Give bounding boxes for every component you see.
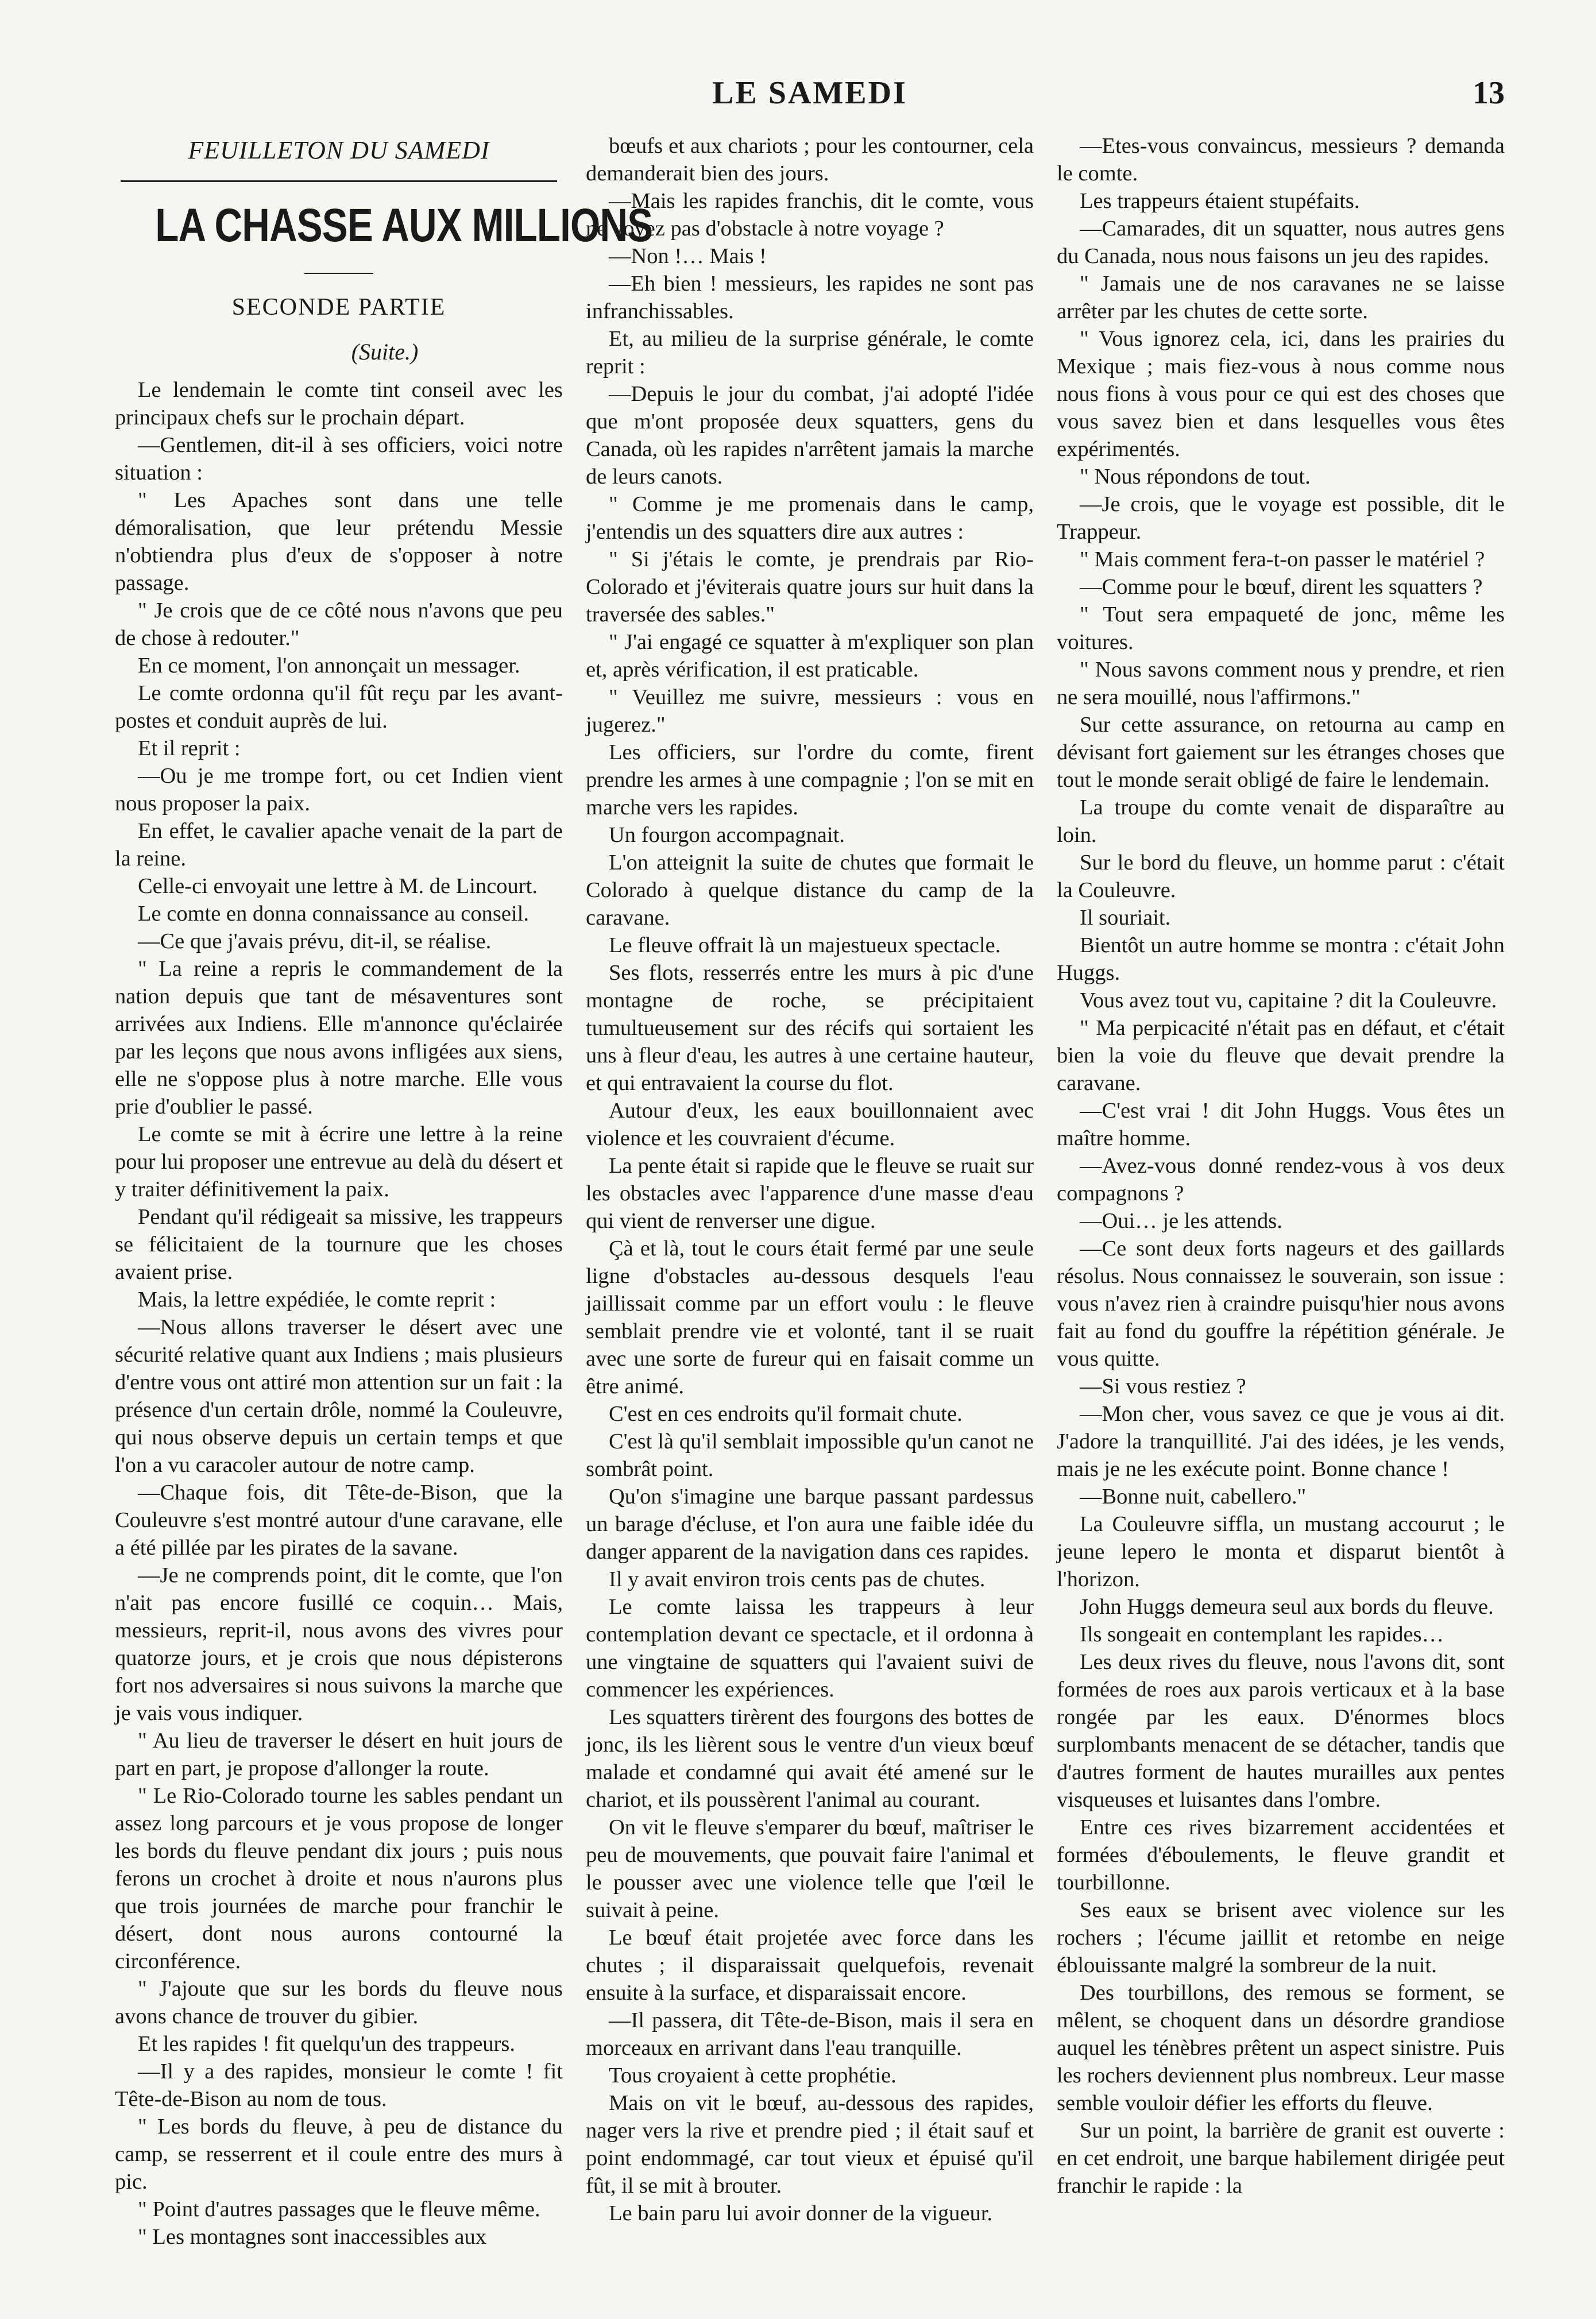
paragraph: " Veuillez me suivre, messieurs : vous en jugerez." — [586, 685, 1034, 737]
paragraph: —Comme pour le bœuf, dirent les squatters ? — [1080, 575, 1483, 599]
paragraph: " Les montagnes sont inaccessibles aux — [138, 2225, 486, 2249]
paragraph: " Au lieu de traverser le désert en huit jours de part en part, je propose d'allonger la route. — [115, 1729, 563, 1780]
paragraph: —Si vous restiez ? — [1080, 1374, 1246, 1398]
paragraph: " Si j'étais le comte, je prendrais par Rio-Colorado et j'éviterais quatre jours sur huit dans la traversée des sables." — [586, 547, 1034, 627]
paragraph: —Il passera, dit Tête-de-Bison, mais il sera en morceaux en arrivant dans l'eau tranquille. — [586, 2008, 1034, 2060]
paragraph: —Mais les rapides franchis, dit le comte, vous ne voyez pas d'obstacle à notre voyage ? — [586, 189, 1034, 241]
paragraph: Le comte laissa les trappeurs à leur contemplation devant ce spectacle, et il ordonna à une vingtaine de squatters qui l'avaient suivi de commencer les expériences. — [586, 1595, 1034, 1702]
feuilleton-label: FEUILLETON DU SAMEDI — [188, 136, 490, 164]
paragraph: Il souriait. — [1080, 906, 1171, 930]
paragraph: —Avez-vous donné rendez-vous à vos deux compagnons ? — [1057, 1154, 1505, 1205]
paragraph: " Vous ignorez cela, ici, dans les prairies du Mexique ; mais fiez-vous à nous comme nous nous fions à vous pour ce qui est des choses que vous savez bien et dans lesquelles vous êtes expérimentés. — [1057, 327, 1505, 461]
paragraph: " Tout sera empaqueté de jonc, même les voitures. — [1057, 602, 1505, 654]
paragraph: —Depuis le jour du combat, j'ai adopté l'idée que m'ont proposée deux squatters, gens du Canada, où les rapides n'arrêtent jamais la marche de leurs canots. — [586, 382, 1034, 489]
paragraph: Mais on vit le bœuf, au-dessous des rapides, nager vers la rive et prendre pied ; il était sauf et point endommagé, car tout vieux et épuisé qu'il fût, il se mit à brouter. — [586, 2091, 1034, 2198]
paragraph: Çà et là, tout le cours était fermé par une seule ligne d'obstacles au-dessous desquels l'eau jaillissait comme par un effort voulu : le fleuve semblait prendre vie et volonté, tant il se ruait avec une sorte de fureur qui en faisait comme un être animé. — [586, 1236, 1034, 1398]
paragraph: Sur le bord du fleuve, un homme parut : c'était la Couleuvre. — [1057, 851, 1505, 902]
paragraph: " Les Apaches sont dans une telle démoralisation, que leur prétendu Messie n'obtiendra plus d'eux de s'opposer à notre passage. — [115, 488, 563, 595]
page-header — [115, 75, 1505, 121]
part-heading: SECONDE PARTIE — [231, 294, 446, 320]
paragraph: Un fourgon accompagnait. — [609, 823, 845, 847]
paragraph: Et les rapides ! fit quelqu'un des trappeurs. — [138, 2032, 515, 2056]
suite-label: (Suite.) — [351, 339, 419, 365]
paragraph: —Mon cher, vous savez ce que je vous ai dit. J'adore la tranquillité. J'ai des idées, je les vends, mais je ne les exécute point. Bonne chance ! — [1057, 1402, 1505, 1481]
paragraph: —Ce que j'avais prévu, dit-il, se réalise. — [138, 929, 492, 953]
paragraph: Des tourbillons, des remous se forment, se mêlent, se choquent dans un désordre grandiose auquel les ténèbres prêtent un aspect sinistre. Puis les rochers deviennent plus nombreux. Leur masse semble vouloir défier les efforts du fleuve. — [1057, 1981, 1505, 2115]
paragraph: Il y avait environ trois cents pas de chutes. — [609, 1567, 986, 1591]
page-number: 13 — [1473, 75, 1505, 111]
paragraph: —Gentlemen, dit-il à ses officiers, voici notre situation : — [115, 433, 563, 485]
paragraph: " Nous répondons de tout. — [1080, 465, 1311, 489]
paragraph: —C'est vrai ! dit John Huggs. Vous êtes un maître homme. — [1057, 1099, 1505, 1150]
title-rule-short — [304, 273, 373, 274]
paragraph: " Jamais une de nos caravanes ne se laisse arrêter par les chutes de cette sorte. — [1057, 272, 1505, 323]
column-3 — [1057, 132, 1505, 2257]
paragraph: Le fleuve offrait là un majestueux spectacle. — [609, 933, 1001, 957]
paragraph: —Je ne comprends point, dit le comte, que l'on n'ait pas encore fusillé ce coquin… Mais, messieurs, reprit-il, nous avons des vivres pour quatorze jours, et je crois que nous dépisterons fort nos adversaires si nous suivons la marche que je vais vous indiquer. — [115, 1563, 563, 1725]
column-2 — [586, 132, 1034, 2257]
paragraph: Ses flots, resserrés entre les murs à pic d'une montagne de roche, se précipitaient tumultueusement sur des récifs qui sortaient les uns à fleur d'eau, les autres à une certaine hauteur, et qui entravaient la course du flot. — [586, 961, 1034, 1095]
paragraph: On vit le fleuve s'emparer du bœuf, maîtriser le peu de mouvements, que pouvait faire l'animal et le pousser avec une violence telle que l'œil le suivait à peine. — [586, 1815, 1034, 1922]
paragraph: Mais, la lettre expédiée, le comte reprit : — [138, 1288, 496, 1312]
paragraph: Et il reprit : — [138, 736, 241, 760]
paragraph: Les squatters tirèrent des fourgons des bottes de jonc, ils les lièrent sous le ventre d'un vieux bœuf malade et condamné qui avait été amené sur le chariot, et ils poussèrent l'animal au courant. — [586, 1705, 1034, 1812]
paragraph: Sur cette assurance, on retourna au camp en dévisant fort gaiement sur les étranges choses que tout le monde serait obligé de faire le lendemain. — [1057, 713, 1505, 792]
paragraph: " Ma perpicacité n'était pas en défaut, et c'était bien la voie du fleuve que devait prendre la caravane. — [1057, 1016, 1505, 1095]
paragraph: " Nous savons comment nous y prendre, et rien ne sera mouillé, nous l'affirmons." — [1057, 658, 1505, 709]
paragraph: —Camarades, dit un squatter, nous autres gens du Canada, nous nous faisons un jeu des rapides. — [1057, 217, 1505, 268]
paragraph: " La reine a repris le commandement de la nation depuis que tant de mésaventures sont arrivées aux Indiens. Elle m'annonce qu'éclairée par les leçons que nous avons infligées aux siens, elle ne s'oppose plus à notre marche. Elle vous prie d'oublier le passé. — [115, 957, 563, 1119]
paragraph: " Point d'autres passages que le fleuve même. — [138, 2197, 540, 2221]
paragraph: L'on atteignit la suite de chutes que formait le Colorado à quelque distance du camp de la caravane. — [586, 851, 1034, 930]
paragraph: Bientôt un autre homme se montra : c'était John Huggs. — [1057, 933, 1505, 985]
paragraph: —Etes-vous convaincus, messieurs ? demanda le comte. — [1057, 134, 1505, 185]
paragraph: —Ce sont deux forts nageurs et des gaillards résolus. Nous connaissez le souverain, son issue : vous n'avez rien à craindre puisqu'hier nous avons fait au fond du gouffre la répétition générale. Je vous quitte. — [1057, 1236, 1505, 1371]
paragraph: Sur un point, la barrière de granit est ouverte : en cet endroit, une barque habilement dirigée peut franchir le rapide : la — [1057, 2119, 1505, 2198]
paragraph: —Oui… je les attends. — [1080, 1209, 1282, 1233]
paragraph: " J'ajoute que sur les bords du fleuve nous avons chance de trouver du gibier. — [115, 1977, 563, 2028]
paragraph: Le comte se mit à écrire une lettre à la reine pour lui proposer une entrevue au delà du désert et y traiter définitivement la paix. — [115, 1122, 563, 1201]
paragraph: Ils songeait en contemplant les rapides… — [1080, 1622, 1444, 1647]
paragraph: Les officiers, sur l'ordre du comte, firent prendre les armes à une compagnie ; l'on se mit en marche vers les rapides. — [586, 740, 1034, 820]
paragraph: Le comte en donna connaissance au conseil. — [138, 902, 529, 926]
column-3-text — [1057, 132, 1505, 2200]
paragraph: —Ou je me trompe fort, ou cet Indien vient nous proposer la paix. — [115, 764, 563, 815]
paragraph: —Chaque fois, dit Tête-de-Bison, que la Couleuvre s'est montré autour d'une caravane, elle a été pillée par les pirates de la savane. — [115, 1481, 563, 1560]
paragraph: Les deux rives du fleuve, nous l'avons dit, sont formées de roes aux parois verticaux et à la base rongée par les eaux. D'énormes blocs surplombants menacent de se détacher, tandis que d'autres forment de hautes murailles aux pentes visqueuses et luisantes dans l'ombre. — [1057, 1650, 1505, 1812]
paragraph: —Je crois, que le voyage est possible, dit le Trappeur. — [1057, 492, 1505, 544]
paragraph: Autour d'eux, les eaux bouillonnaient avec violence et les couvraient d'écume. — [586, 1099, 1034, 1150]
column-1 — [115, 132, 653, 2257]
paragraph: En effet, le cavalier apache venait de la part de la reine. — [115, 819, 563, 871]
paragraph: Le bœuf était projetée avec force dans les chutes ; il disparaissait quelquefois, revenait ensuite à la surface, et disparaissait encore. — [586, 1926, 1034, 2005]
paragraph: —Eh bien ! messieurs, les rapides ne sont pas infranchissables. — [586, 272, 1034, 323]
paragraph: La troupe du comte venait de disparaître au loin. — [1057, 795, 1505, 847]
paragraph: " Je crois que de ce côté nous n'avons que peu de chose à redouter." — [115, 598, 563, 650]
paragraph: " Comme je me promenais dans le camp, j'entendis un des squatters dire aux autres : — [586, 492, 1034, 544]
paragraph: En ce moment, l'on annonçait un messager. — [138, 654, 520, 678]
paragraph: La Couleuvre siffla, un mustang accourut ; le jeune lepero le monta et disparut bientôt à l'horizon. — [1057, 1512, 1505, 1591]
paragraph: Ses eaux se brisent avec violence sur les rochers ; l'écume jaillit et retombe en neige éblouissante malgré la sombreur de la nuit. — [1057, 1898, 1505, 1977]
paragraph: John Huggs demeura seul aux bords du fleuve. — [1080, 1595, 1494, 1619]
paragraph: Qu'on s'imagine une barque passant pardessus un barage d'écluse, et l'on aura une faible idée du danger apparent de la navigation dans ces rapides. — [586, 1485, 1034, 1564]
paragraph: Et, au milieu de la surprise générale, le comte reprit : — [586, 327, 1034, 378]
story-title: LA CHASSE AUX MILLIONS — [155, 199, 653, 252]
paragraph: Le bain paru lui avoir donner de la vigueur. — [609, 2201, 993, 2225]
paragraph: C'est en ces endroits qu'il formait chute. — [609, 1402, 963, 1426]
paragraph: Entre ces rives bizarrement accidentées et formées d'éboulements, le fleuve grandit et tourbillonne. — [1057, 1815, 1505, 1895]
paragraph: C'est là qu'il semblait impossible qu'un canot ne sombrât point. — [586, 1429, 1034, 1481]
column-2-text — [586, 132, 1034, 2227]
paragraph: " Le Rio-Colorado tourne les sables pendant un assez long parcours et je vous propose de longer les bords du fleuve pendant dix jours ; puis nous ferons un crochet à droite et nous n'aurons plus que trois journées de marche pour franchir le désert, dont nous aurons contourné la circonférence. — [115, 1784, 563, 1973]
paragraph: Vous avez tout vu, capitaine ? dit la Couleuvre. — [1080, 988, 1497, 1012]
paragraph: Le lendemain le comte tint conseil avec les principaux chefs sur le prochain départ. — [115, 378, 563, 430]
paragraph: Tous croyaient à cette prophétie. — [609, 2063, 896, 2088]
paragraph: Les trappeurs étaient stupéfaits. — [1080, 189, 1360, 213]
paragraph: bœufs et aux chariots ; pour les contourner, cela demanderait bien des jours. — [586, 134, 1034, 185]
paragraph: " Les bords du fleuve, à peu de distance du camp, se resserrent et il coule entre des murs à pic. — [115, 2115, 563, 2194]
paragraph: —Bonne nuit, cabellero." — [1080, 1485, 1307, 1509]
paragraph: La pente était si rapide que le fleuve se ruait sur les obstacles avec l'apparence d'une masse d'eau qui vient de renverser une digue. — [586, 1154, 1034, 1233]
paragraph: —Nous allons traverser le désert avec une sécurité relative quant aux Indiens ; mais plusieurs d'entre vous ont attiré mon attention sur un fait : la présence d'un certain drôle, nommé la Couleuvre, qui nous observe depuis un certain temps et que l'on a vu caracoler autour de notre camp. — [115, 1315, 563, 1477]
paragraph: Celle-ci envoyait une lettre à M. de Lincourt. — [138, 874, 538, 898]
newspaper-title: LE SAMEDI — [712, 75, 907, 111]
paragraph: Pendant qu'il rédigeait sa missive, les trappeurs se félicitaient de la tournure que les choses avaient prise. — [115, 1205, 563, 1284]
article-columns — [115, 132, 1505, 2257]
paragraph: Le comte ordonna qu'il fût reçu par les avant-postes et conduit auprès de lui. — [115, 681, 563, 733]
paragraph: —Il y a des rapides, monsieur le comte ! fit Tête-de-Bison au nom de tous. — [115, 2059, 563, 2111]
paragraph: " J'ai engagé ce squatter à m'expliquer son plan et, après vérification, il est praticable. — [586, 630, 1034, 682]
paragraph: " Mais comment fera-t-on passer le matériel ? — [1080, 547, 1485, 571]
paragraph: —Non !… Mais ! — [609, 244, 767, 268]
title-rule-top — [121, 180, 557, 182]
column-1-text — [115, 376, 563, 2251]
